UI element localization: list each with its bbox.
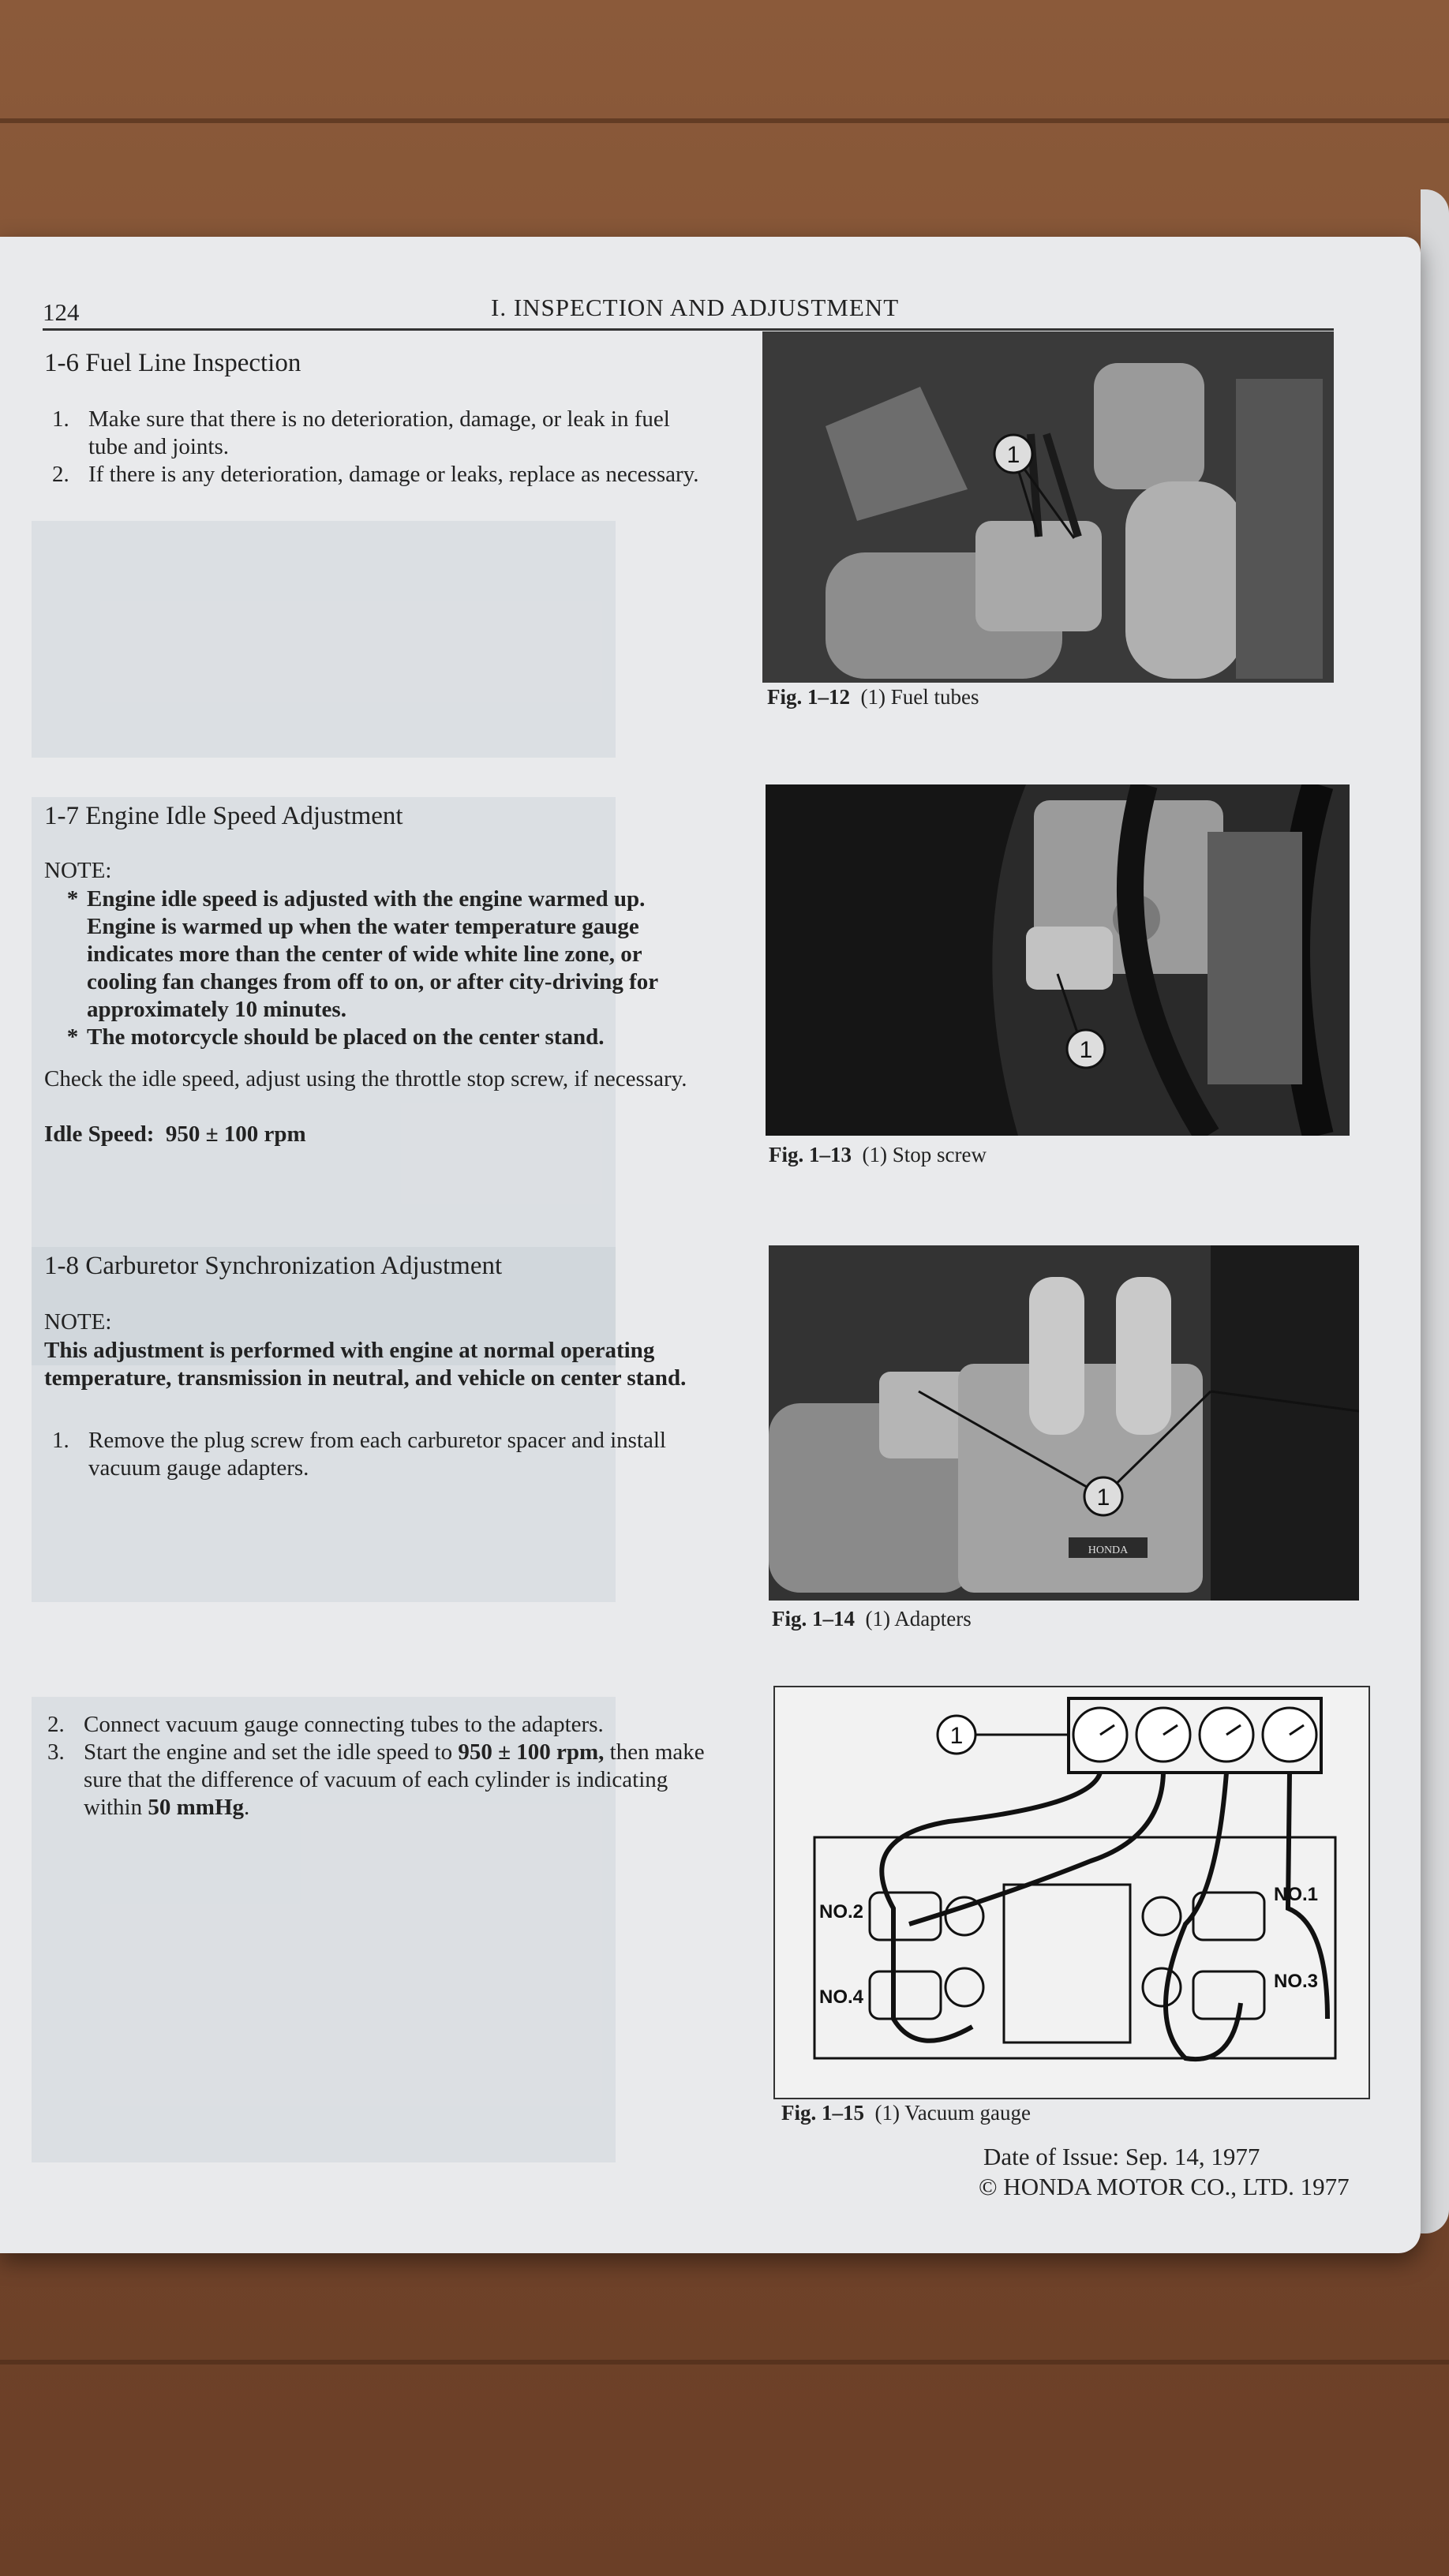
section-1-8-list-a: [52, 1427, 707, 1482]
adapters-photo: [769, 1245, 1359, 1601]
cylinder-label: NO.2: [819, 1901, 864, 1923]
cylinder-label: NO.4: [819, 1986, 864, 2008]
list-item: 3. Start the engine and set the idle speed to 950 ± 100 rpm, then make sure that the difference of vacuum of each cylinder is indicating within 50 mmHg.: [47, 1739, 705, 1820]
idle-speed-spec: [44, 1121, 306, 1148]
manual-page: [0, 237, 1421, 2253]
list-item: 1. Remove the plug screw from each carburetor spacer and install vacuum gauge adapters.: [52, 1428, 666, 1481]
section-1-7-notes: [58, 886, 706, 1051]
idle-speed-label: Idle Speed:: [44, 1121, 155, 1147]
list-item: 2. Connect vacuum gauge connecting tubes to the adapters.: [47, 1712, 604, 1737]
callout-label: 1: [949, 1723, 964, 1749]
callout-label: 1: [1096, 1485, 1110, 1511]
list-item: 1. Make sure that there is no deterioration, damage, or leak in fuel tube and joints.: [52, 406, 670, 459]
copyright: © HONDA MOTOR CO., LTD. 1977: [979, 2173, 1350, 2200]
wood-grain: [0, 2360, 1449, 2364]
section-1-8-title: 1-8 Carburetor Synchronization Adjustment: [44, 1252, 503, 1280]
callout-label: 1: [1079, 1037, 1093, 1063]
callout-label: 1: [1006, 442, 1020, 468]
fig-1-14-photo: [769, 1245, 1359, 1601]
vacuum-gauge-diagram: [775, 1687, 1368, 2098]
fig-1-15-diagram: [773, 1686, 1370, 2099]
note-bullet: * Engine idle speed is adjusted with the engine warmed up. Engine is warmed up when the water temperature gauge indicates more than the center of wide white line zone, or cooling fan changes from off to on, or after city-driving for approximately 10 minutes.: [66, 886, 658, 1022]
page-header: [43, 294, 1334, 331]
cylinder-label: NO.1: [1274, 1884, 1319, 1905]
issue-date: Date of Issue: Sep. 14, 1977: [983, 2143, 1260, 2170]
fig-1-13-caption: Fig. 1–13 (1) Stop screw: [769, 1143, 987, 1166]
cylinder-label: NO.3: [1274, 1971, 1319, 1992]
fig-1-12-photo: [762, 331, 1334, 683]
section-1-8-note: This adjustment is performed with engine at normal operating temperature, transmission in neutral, and vehicle on center stand.: [44, 1338, 687, 1391]
fig-1-13-photo: [766, 784, 1350, 1136]
bleed-through-shadow: [32, 521, 616, 758]
stop-screw-photo: [766, 784, 1350, 1136]
idle-speed-value: 950 ± 100 rpm: [165, 1121, 306, 1147]
note-label: NOTE:: [44, 1309, 112, 1335]
chapter-title: I. INSPECTION AND ADJUSTMENT: [491, 294, 900, 321]
section-1-6-title: 1-6 Fuel Line Inspection: [44, 349, 301, 377]
honda-plate: HONDA: [1088, 1544, 1129, 1556]
wood-grain: [0, 118, 1449, 123]
note-bullet: * The motorcycle should be placed on the center stand.: [66, 1024, 605, 1050]
fig-1-12-caption: Fig. 1–12 (1) Fuel tubes: [767, 685, 979, 709]
section-1-7-body: Check the idle speed, adjust using the throttle stop screw, if necessary.: [44, 1066, 687, 1091]
bleed-through-shadow: [32, 1247, 616, 1602]
page-number: 124: [43, 298, 80, 326]
list-item: 2. If there is any deterioration, damage or leaks, replace as necessary.: [52, 462, 699, 487]
fuel-tubes-photo: [762, 331, 1334, 683]
page-edge: [1421, 189, 1449, 2233]
section-1-6-list: [52, 406, 707, 489]
fig-1-15-caption: Fig. 1–15 (1) Vacuum gauge: [781, 2101, 1031, 2125]
section-1-7-title: 1-7 Engine Idle Speed Adjustment: [44, 802, 403, 830]
fig-1-14-caption: Fig. 1–14 (1) Adapters: [772, 1607, 972, 1631]
note-label: NOTE:: [44, 858, 112, 883]
section-1-8-list-b: [47, 1711, 710, 1822]
